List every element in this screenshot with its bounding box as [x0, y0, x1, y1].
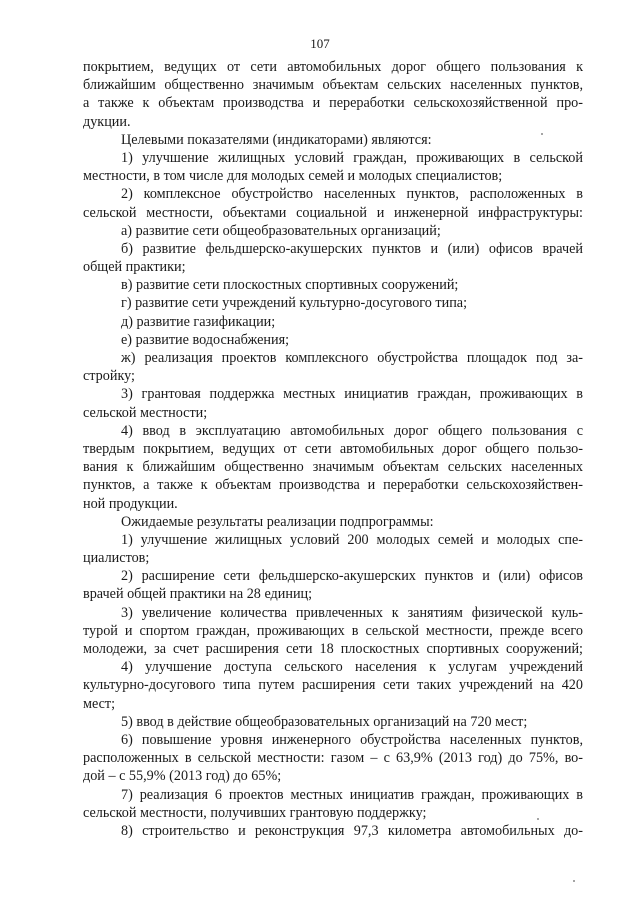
text-line: 8) строительство и реконструкция 97,3 километра автомобильных до- — [121, 822, 583, 839]
text-line: Целевыми показателями (индикаторами) являются: — [121, 131, 432, 148]
text-line: г) развитие сети учреждений культурно-досугового типа; — [121, 295, 468, 312]
text-line: 4) улучшение доступа сельского населения к услугам учреждений — [121, 659, 583, 676]
text-line: культурно-досугового типа путем расширения сети таких учреждений на 420 — [83, 677, 583, 694]
text-line: 5) ввод в действие общеобразовательных организаций на 720 мест; — [121, 713, 528, 730]
text-line: молодежи, за счет расширения сети 18 плоскостных спортивных сооружений; — [83, 641, 583, 657]
text-line: циалистов; — [83, 550, 150, 567]
text-line: 1) улучшение жилищных условий граждан, проживающих в сельской — [121, 149, 583, 166]
text-line: мест; — [83, 695, 116, 712]
text-line: сельской местности; — [83, 404, 208, 421]
scan-speck — [573, 880, 575, 882]
text-line: ж) реализация проектов комплексного обустройства площадок под за- — [121, 350, 583, 366]
text-line: ной продукции. — [83, 495, 178, 512]
text-line: дукции. — [83, 113, 131, 130]
text-line: 3) грантовая поддержка местных инициатив граждан, проживающих в — [121, 386, 583, 403]
text-line: дой – с 55,9% (2013 год) до 65%; — [83, 768, 282, 785]
text-line: е) развитие водоснабжения; — [121, 331, 290, 348]
text-line: 1) улучшение жилищных условий 200 молодых семей и молодых спе- — [121, 531, 583, 548]
scan-speck — [537, 818, 539, 820]
text-line: вания к ближайшим общественно значимым объектам сельских населенных — [83, 459, 583, 476]
text-line: д) развитие газификации; — [121, 313, 276, 330]
text-line: 2) комплексное обустройство населенных пунктов, расположенных в — [121, 186, 583, 203]
page-number: 107 — [310, 36, 330, 51]
text-line: 2) расширение сети фельдшерско-акушерских пунктов и (или) офисов — [121, 568, 583, 585]
text-line: пунктов, а также к объектам производства и переработки сельскохозяйствен- — [83, 477, 583, 494]
text-line: Ожидаемые результаты реализации подпрограммы: — [121, 513, 434, 530]
text-line: турой и спортом граждан, проживающих в сельской местности, прежде всего — [83, 622, 583, 639]
text-line: 6) повышение уровня инженерного обустройства населенных пунктов, — [121, 731, 583, 748]
text-line: расположенных в сельской местности: газом – с 63,9% (2013 год) до 75%, во- — [83, 750, 583, 767]
text-line: а) развитие сети общеобразовательных организаций; — [121, 222, 441, 239]
text-line: твердым покрытием, ведущих от сети автомобильных дорог общего пользо- — [83, 440, 583, 457]
document-body — [83, 58, 583, 840]
text-line: покрытием, ведущих от сети автомобильных дорог общего пользования к — [83, 59, 583, 75]
text-line: сельской местности, объектами социальной и инженерной инфраструктуры: — [83, 204, 583, 221]
text-line: стройку; — [83, 368, 135, 385]
text-line: б) развитие фельдшерско-акушерских пунктов и (или) офисов врачей — [121, 240, 583, 257]
text-line: 7) реализация 6 проектов местных инициатив граждан, проживающих в — [121, 786, 583, 803]
text-line: 3) увеличение количества привлеченных к занятиям физической куль- — [121, 604, 583, 621]
scan-speck — [541, 133, 543, 135]
text-line: в) развитие сети плоскостных спортивных сооружений; — [121, 277, 459, 294]
text-line: ближайшим общественно значимым объектам сельских населенных пунктов, — [83, 77, 583, 94]
text-line: сельской местности, получивших грантовую поддержку; — [83, 804, 427, 821]
text-line: местности, в том числе для молодых семей и молодых специалистов; — [83, 168, 503, 185]
text-line: общей практики; — [83, 259, 186, 276]
text-line: врачей общей практики на 28 единиц; — [83, 586, 313, 603]
text-line: 4) ввод в эксплуатацию автомобильных дорог общего пользования с — [121, 422, 583, 439]
text-line: а также к объектам производства и переработки сельскохозяйственной про- — [83, 95, 583, 112]
